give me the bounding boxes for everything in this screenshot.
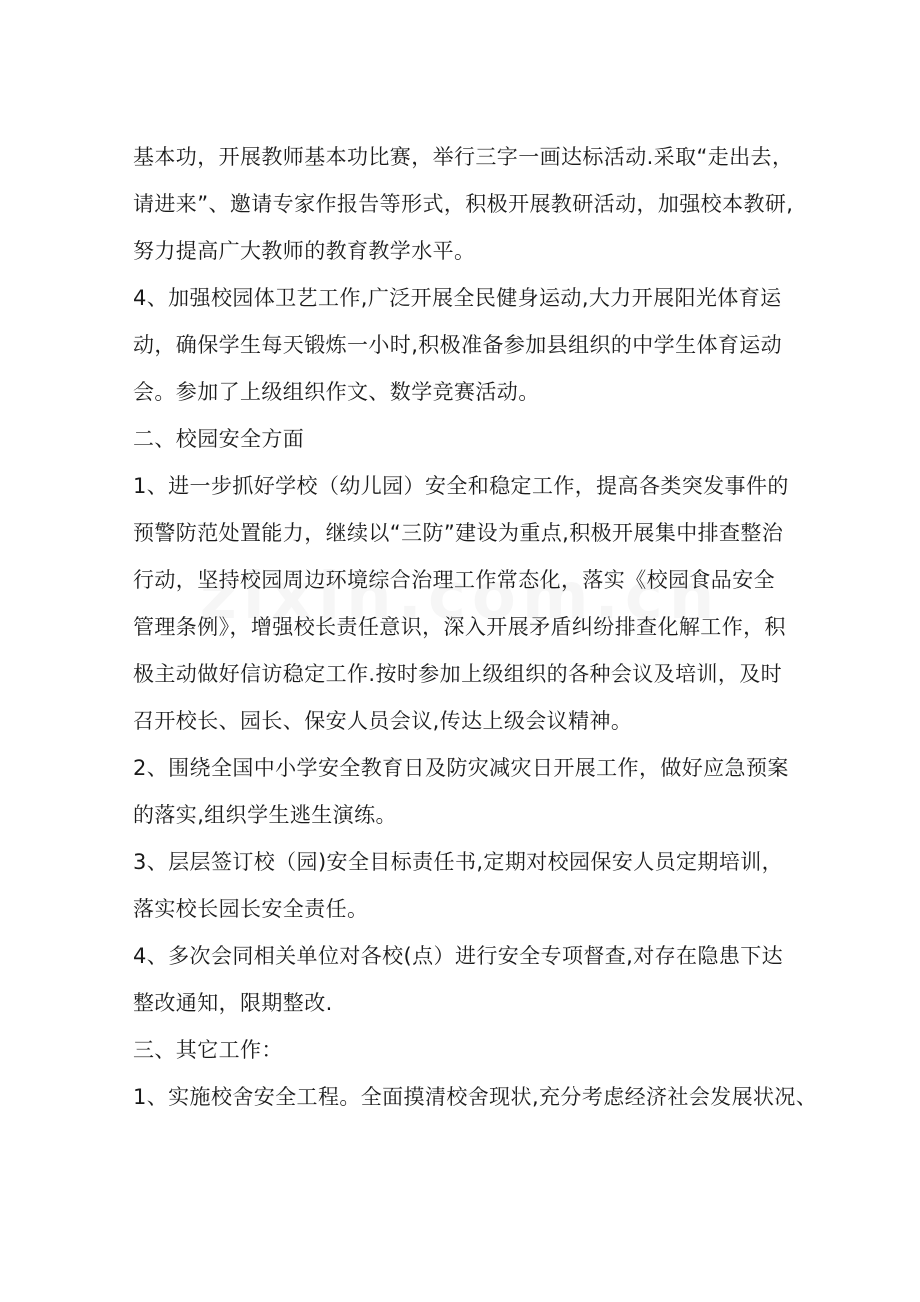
section-heading: 二、校园安全方面 — [133, 427, 305, 451]
text-line: 努力提高广大教师的教育教学水平。 — [133, 239, 476, 263]
text-line: 动，确保学生每天锻炼一小时,积极准备参加县组织的中学生体育运动 — [133, 333, 783, 357]
text-line: 4、加强校园体卫艺工作,广泛开展全民健身运动,大力开展阳光体育运 — [133, 286, 782, 310]
text-line: 管理条例》，增强校长责任意识，深入开展矛盾纠纷排查化解工作，积 — [133, 615, 786, 639]
text-line: 预警防范处置能力，继续以“三防”建设为重点,积极开展集中排查整治 — [133, 521, 784, 545]
section-heading: 三、其它工作： — [133, 1038, 283, 1062]
text-line: 落实校长园长安全责任。 — [133, 897, 369, 921]
text-line: 1、进一步抓好学校（幼儿园）安全和稳定工作，提高各类突发事件的 — [133, 474, 789, 498]
text-line: 4、多次会同相关单位对各校(点）进行安全专项督查,对存在隐患下达 — [133, 944, 784, 968]
text-line: 会。参加了上级组织作文、数学竞赛活动。 — [133, 380, 540, 404]
text-line: 的落实,组织学生逃生演练。 — [133, 803, 397, 827]
text-line: 3、层层签订校（园)安全目标责任书,定期对校园保安人员定期培训， — [133, 850, 784, 874]
text-line: 整改通知，限期整改. — [133, 991, 333, 1015]
text-line: 基本功，开展教师基本功比赛，举行三字一画达标活动.采取“走出去， — [133, 145, 794, 169]
text-line: 极主动做好信访稳定工作.按时参加上级组织的各种会议及培训，及时 — [133, 662, 783, 686]
text-line: 召开校长、园长、保安人员会议,传达上级会议精神。 — [133, 709, 633, 733]
text-line: 1、实施校舍安全工程。全面摸清校舍现状,充分考虑经济社会发展状况、 — [133, 1085, 818, 1109]
text-line: 行动，坚持校园周边环境综合治理工作常态化，落实《校园食品安全 — [133, 568, 775, 592]
text-line: 2、围绕全国中小学安全教育日及防灾减灾日开展工作，做好应急预案 — [133, 756, 789, 780]
text-line: 请进来”、邀请专家作报告等形式，积极开展教研活动，加强校本教研, — [133, 192, 794, 216]
document-body — [133, 134, 818, 1121]
